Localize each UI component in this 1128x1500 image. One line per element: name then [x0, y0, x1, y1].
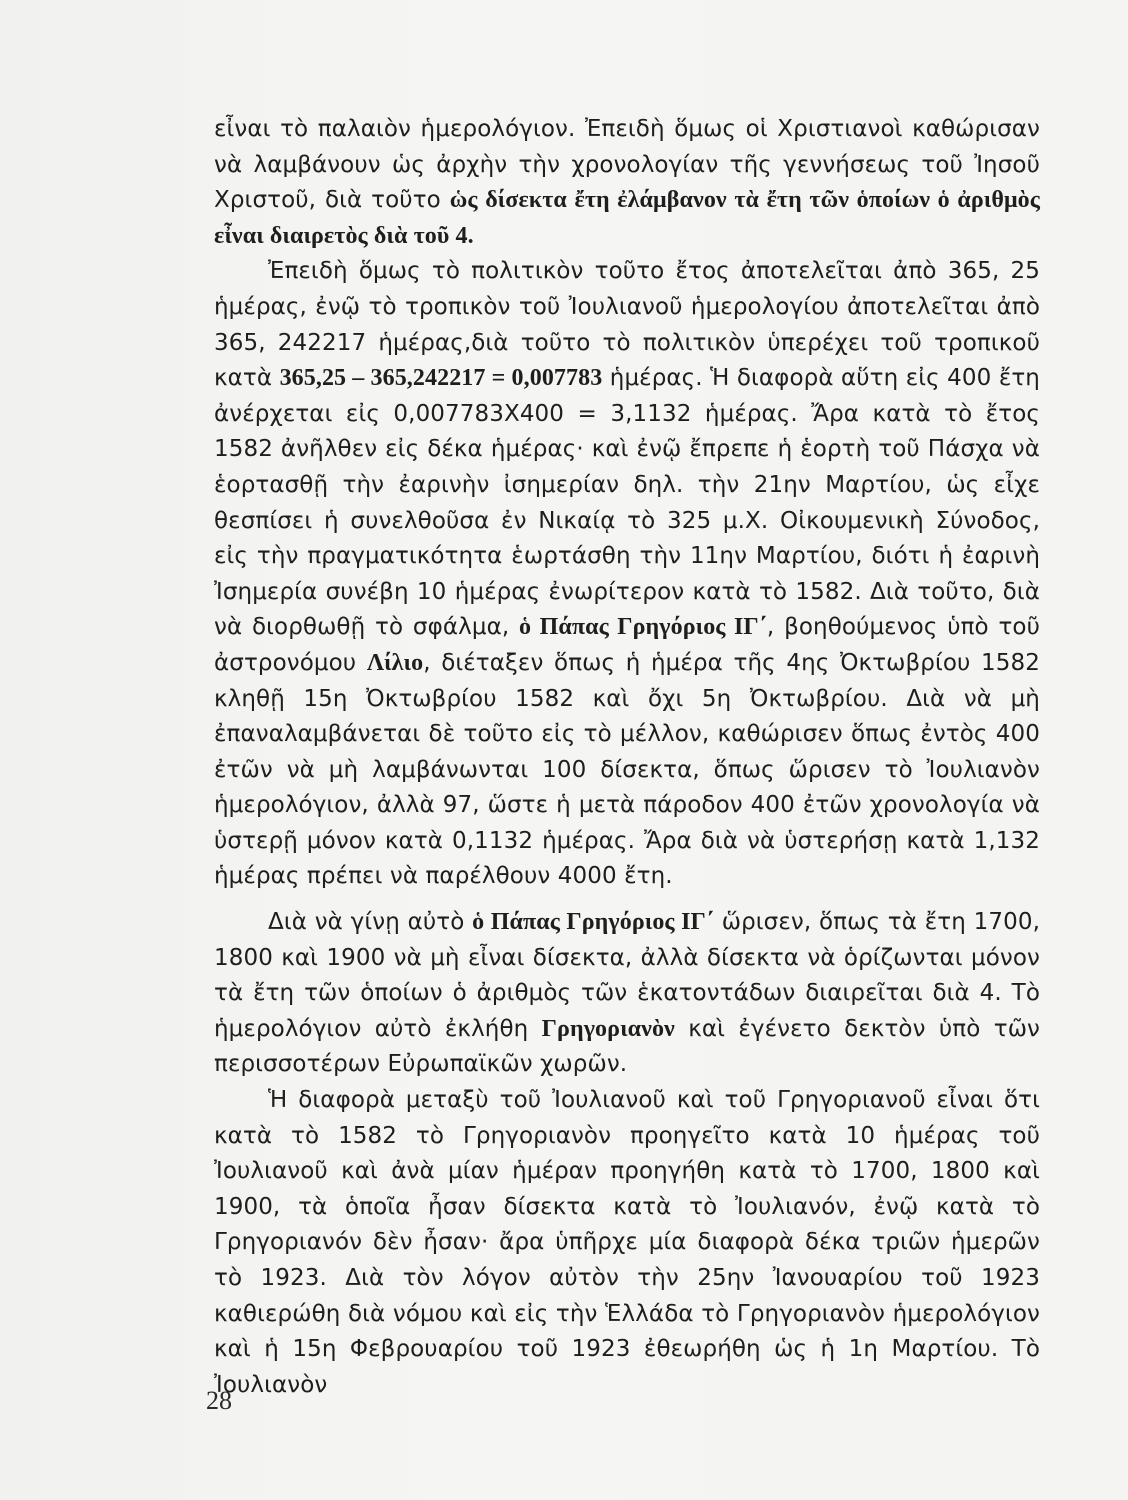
text-segment: , διέταξεν ὅπως ἡ ἡμέρα τῆς 4ης Ὀκτωβρίου 1582 κληθῇ 15η Ὀκτωβρίου 1582 καὶ ὄχι 5η Ὀκτωβρίου. Διὰ νὰ μὴ ἐπαναλαμβάνεται δὲ τοῦτο εἰς τὸ μέλλον, καθώρισεν ὅπως ἐντὸς 400 ἐτῶν νὰ μὴ λαμβάνωνται 100 δίσεκτα, ὅπως ὥρισεν τὸ Ἰουλιανὸν ἡμερολόγιον, ἀλλὰ 97, ὥστε ἡ μετὰ πάροδον 400 ἐτῶν χρονολογία νὰ ὑστερῇ μόνον κατὰ 0,1132 ἡμέρας. Ἄρα διὰ νὰ ὑστερήσῃ κατὰ 1,132 ἡμέρας πρέπει νὰ παρέλθουν 4000 ἔτη. — [214, 649, 1040, 890]
text-segment: , βοηθούμενος ὑπὸ τοῦ ἀστρονόμου — [214, 614, 1041, 676]
text-segment: ὥρισεν, ὅπως τὰ ἔτη 1700, 1800 καὶ 1900 νὰ μὴ εἶναι δίσεκτα, ἀλλὰ δίσεκτα νὰ ὁρίζωνται μόνον τὰ ἔτη τῶν ὁποίων ὁ ἀριθμὸς τῶν ἑκατοντάδων διαιρεῖται διὰ 4. Τὸ ἡμερολόγιον αὐτὸ ἐκλήθη — [214, 909, 1040, 1042]
text-segment: ἡμέρας. Ἡ διαφορὰ αὕτη εἰς 400 ἔτη ἀνέρχεται εἰς 0,007783Χ400 = 3,1132 ἡμέρας. Ἄρα κατὰ τὸ ἔτος 1582 ἀνῆλθεν εἰς δέκα ἡμέρας· καὶ ἐνῷ ἔπρεπε ἡ ἑορτὴ τοῦ Πάσχα νὰ ἑορτασθῇ τὴν ἐαρινὴν ἰσημερίαν δηλ. τὴν 21ην Μαρτίου, ὡς εἶχε θεσπίσει ἡ συνελθοῦσα ἐν Νικαίᾳ τὸ 325 μ.Χ. Οἰκουμενικὴ Σύνοδος, εἰς τὴν πραγματικότητα ἑωρτάσθη τὴν 11ην Μαρτίου, διότι ἡ ἐαρινὴ Ἰσημερία συνέβη 10 ἡμέρας ἐνωρίτερον κατὰ τὸ 1582. Διὰ τοῦτο, διὰ νὰ διορθωθῇ τὸ σφάλμα, — [214, 365, 1040, 641]
text-segment: εἶναι τὸ παλαιὸν ἡμερολόγιον. Ἐπειδὴ ὅμως οἱ Χριστιανοὶ καθώρισαν νὰ λαμβάνουν ὡς ἀρχὴν τὴν χρονολογίαν τῆς γεννήσεως τοῦ Ἰησοῦ Χριστοῦ, διὰ τοῦτο — [214, 116, 1040, 214]
page-number: 28 — [206, 1386, 232, 1415]
bold-segment: ὡς δίσεκτα ἔτη ἐλάμβανον τὰ ἔτη τῶν ὁποίων ὁ ἀριθμὸς εἶναι διαιρετὸς διὰ τοῦ 4. — [214, 187, 1041, 249]
text-segment: Ἐπειδὴ ὅμως τὸ πολιτικὸν τοῦτο ἔτος ἀποτελεῖται ἀπὸ 365, 25 ἡμέρας, ἐνῷ τὸ τροπικὸν τοῦ Ἰουλιανοῦ ἡμερολογίου ἀποτελεῖται ἀπὸ 365, 242217 ἡμέρας,διὰ τοῦτο τὸ πολιτικὸν ὑπερέχει τοῦ τροπικοῦ κατὰ — [214, 258, 1040, 392]
bold-pope-name: ὁ Πάπας Γρηγόριος ΙΓ΄ — [519, 614, 767, 641]
text-segment: Ἡ διαφορὰ μεταξὺ τοῦ Ἰουλιανοῦ καὶ τοῦ Γρηγοριανοῦ εἶναι ὅτι κατὰ τὸ 1582 τὸ Γρηγοριανὸν προηγεῖτο κατὰ 10 ἡμέρας τοῦ Ἰουλιανοῦ καὶ ἀνὰ μίαν ἡμέραν προηγήθη κατὰ τὸ 1700, 1800 καὶ 1900, τὰ ὁποῖα ἦσαν δίσεκτα κατὰ τὸ Ἰουλιανόν, ἐνῷ κατὰ τὸ Γρηγοριανόν δὲν ἦσαν· ἄρα ὑπῆρχε μία διαφορὰ δέκα τριῶν ἡμερῶν τὸ 1923. Διὰ τὸν λόγον αὐτὸν τὴν 25ην Ἰανουαρίου τοῦ 1923 καθιερώθη διὰ νόμου καὶ εἰς τὴν Ἑλλάδα τὸ Γρηγοριανὸν ἡμερολόγιον καὶ ἡ 15η Φεβρουαρίου τοῦ 1923 ἐθεωρήθη ὡς ἡ 1η Μαρτίου. Τὸ Ἰουλιανὸν — [214, 1087, 1040, 1398]
paragraph-gregorian — [214, 905, 1040, 1083]
body-text — [214, 112, 1040, 1403]
text-segment: Διὰ νὰ γίνῃ αὐτὸ — [268, 909, 473, 936]
paragraph-difference — [214, 254, 1040, 895]
bold-equation: 365,25 – 365,242217 = 0,007783 — [279, 365, 603, 392]
bold-astronomer-name: Λίλιο — [366, 649, 424, 676]
bold-pope-name: ὁ Πάπας Γρηγόριος ΙΓ΄ — [472, 909, 714, 936]
text-segment: καὶ ἐγένετο δεκτὸν ὑπὸ τῶν περισσοτέρων Εὐρωπαϊκῶν χωρῶν. — [214, 1015, 1040, 1078]
bold-gregorian: Γρηγοριανὸν — [541, 1015, 675, 1042]
paragraph-continuation — [214, 112, 1040, 254]
paragraph-julian-vs-gregorian — [214, 1083, 1040, 1403]
